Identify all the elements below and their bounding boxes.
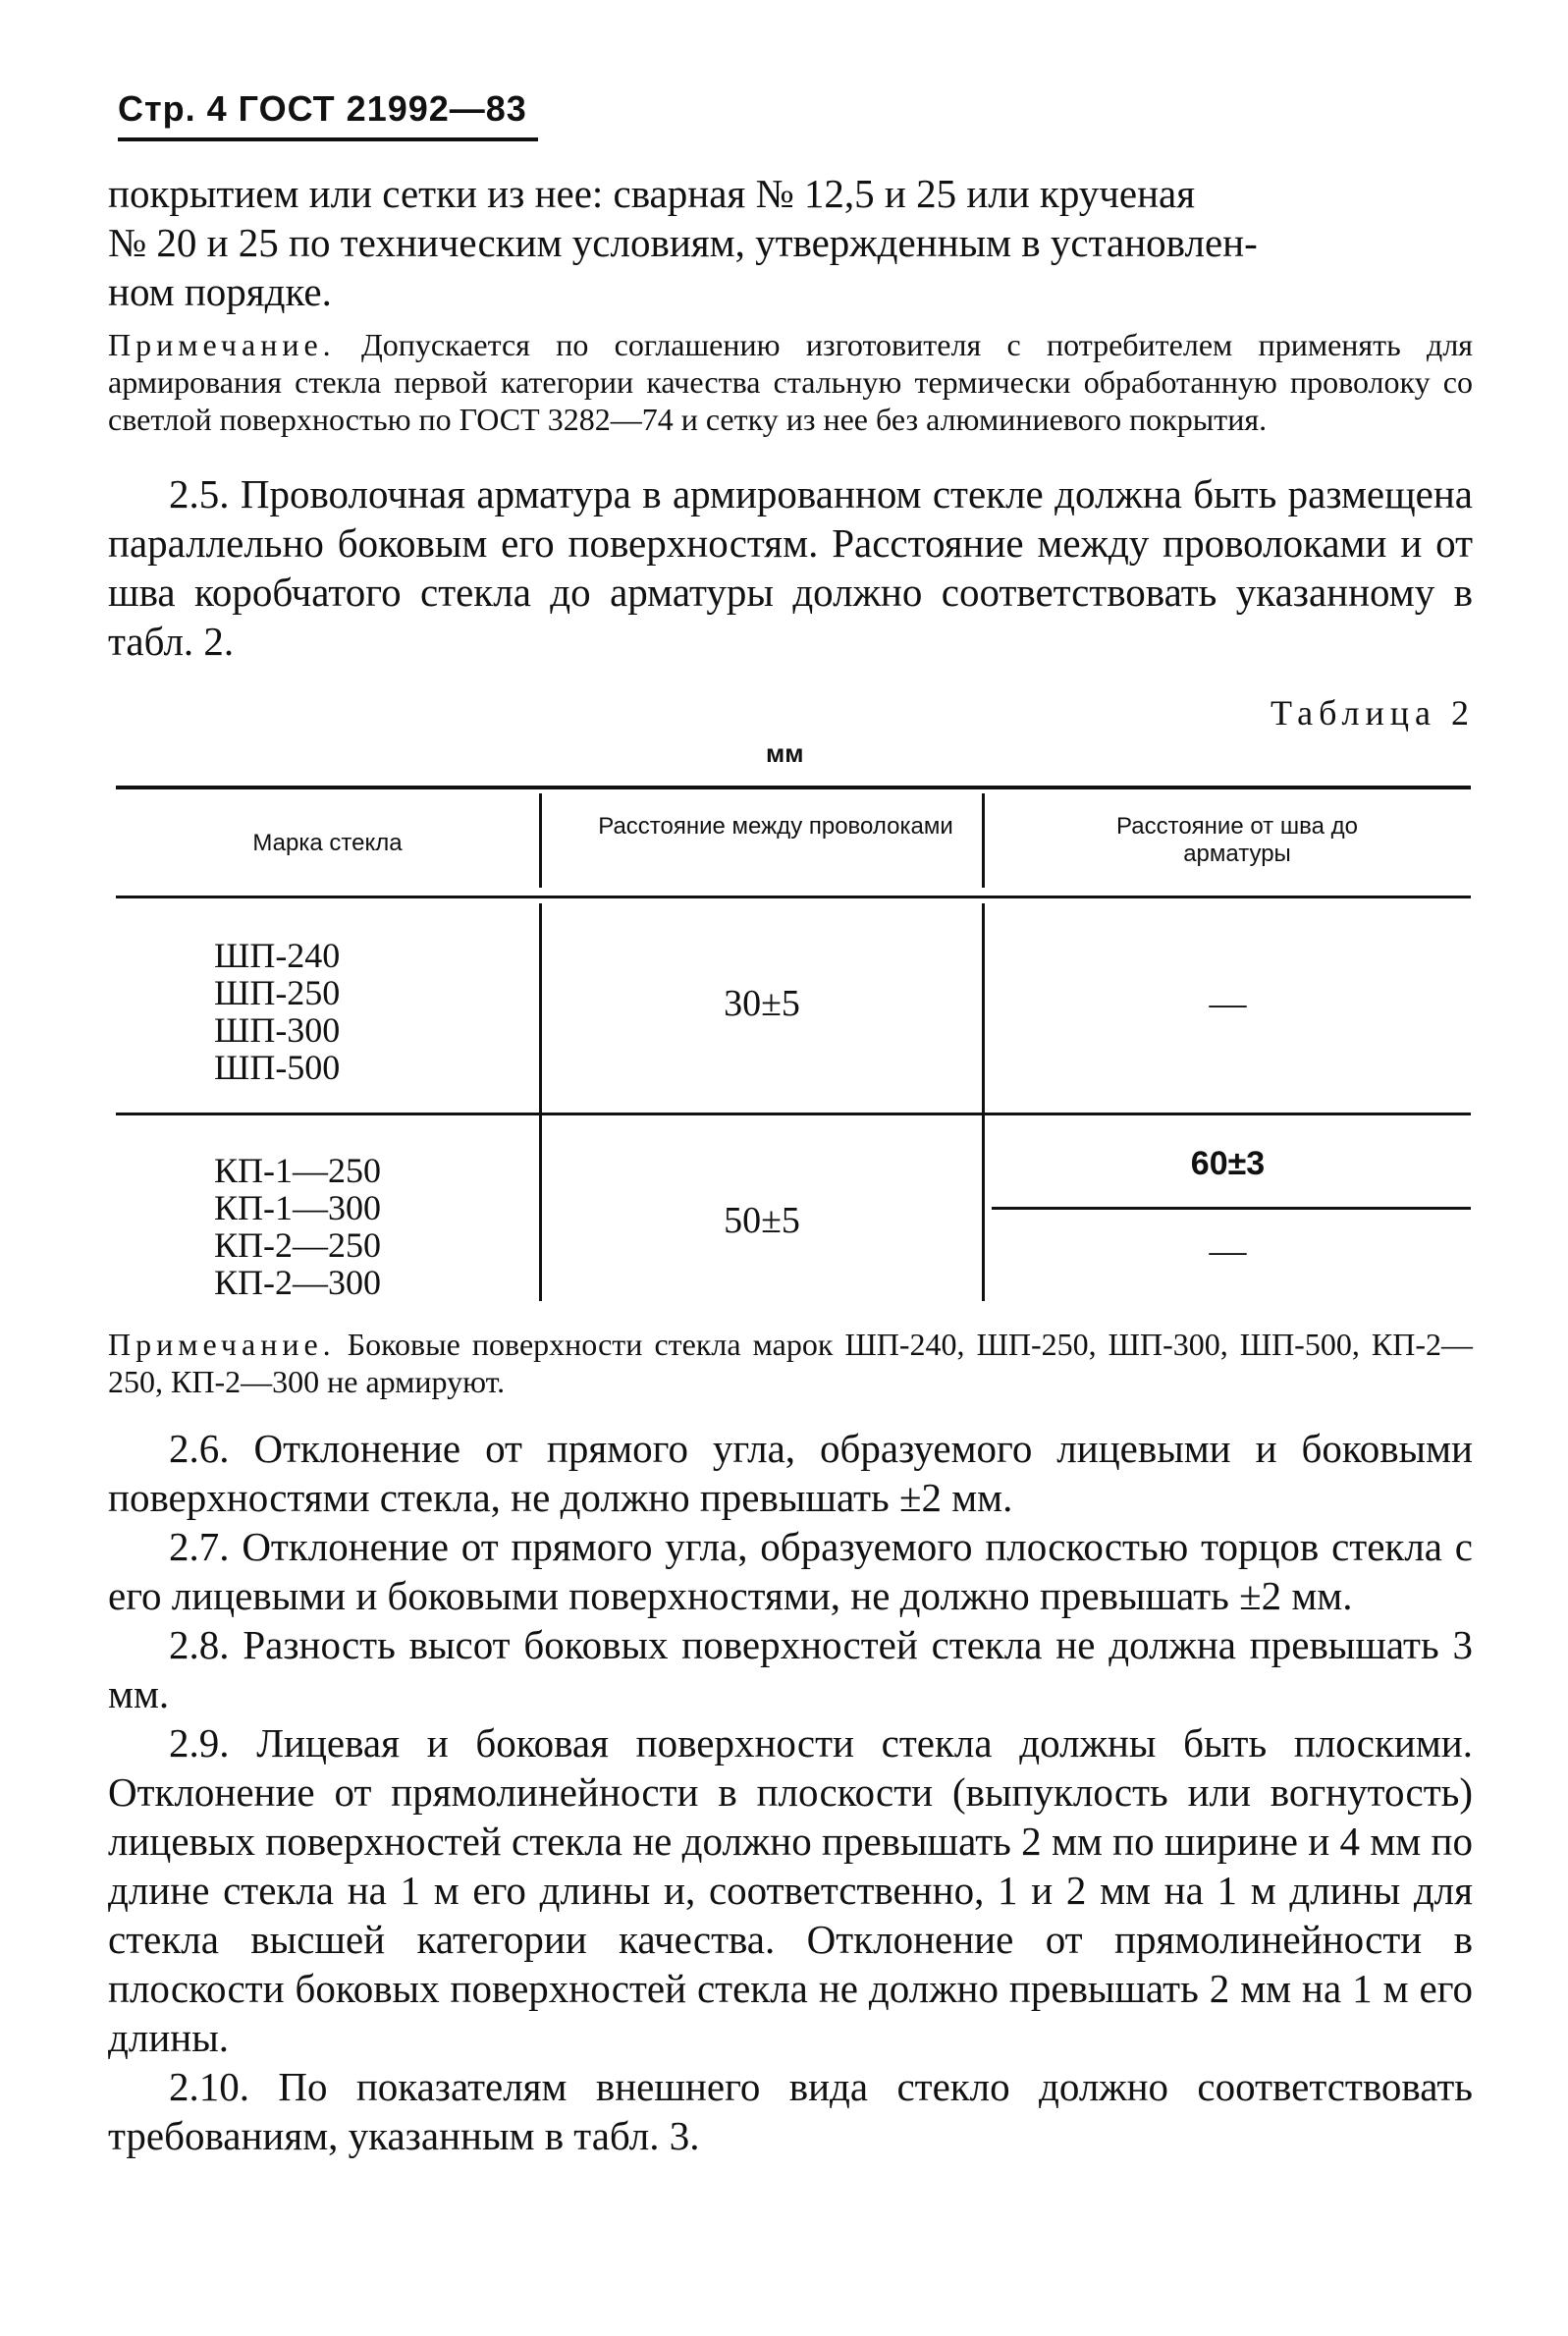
note-1 — [108, 326, 1473, 438]
glass-mark: ШП-250 — [214, 973, 341, 1012]
glass-mark: ШП-500 — [214, 1048, 341, 1087]
paragraph-2-6: 2.6. Отклонение от прямого угла, образуемого лицевыми и боковыми поверхностями стекла, не должно превышать ±2 мм. — [108, 1426, 1473, 1520]
table-cell-seam-group-2-bottom: — — [1209, 1230, 1247, 1272]
paragraph-2-8: 2.8. Разность высот боковых поверхностей стекла не должна превышать 3 мм. — [108, 1622, 1473, 1716]
paragraph-2-5 — [108, 469, 1473, 666]
table-cell-rule — [992, 1207, 1471, 1210]
table-col-divider — [539, 793, 542, 888]
note-2-label: Примечание. — [108, 1327, 336, 1362]
intro-line: № 20 и 25 по техническим условиям, утвержденным в установлен- — [108, 220, 1258, 265]
table-header-seam: Расстояние от шва до арматуры — [1116, 813, 1358, 867]
glass-mark: КП-1—300 — [214, 1188, 381, 1227]
paragraph-2-9: 2.9. Лицевая и боковая поверхности стекла должны быть плоскими. Отклонение от прямолинейности в плоскости (выпуклость или вогнутость) лицевых поверхностей стекла не должно превышать 2 мм по ширине и 4 мм по длине стекла на 1 м его длины и, соответственно, 1 и 2 мм на 1 м длины для стекла высшей категории качества. Отклонение от прямолинейности в плоскости боковых поверхностей стекла не должно превышать 2 мм на 1 м его длины. — [108, 1720, 1473, 2060]
paragraph-2-5-text: 2.5. Проволочная арматура в армированном стекле должна быть размещена параллельно боковым его поверхностям. Расстояние между проволоками и от шва коробчатого стекла до арматуры должно соответствовать указанному в табл. 2. — [108, 471, 1473, 664]
glass-mark: КП-2—300 — [214, 1263, 381, 1302]
table-cell-marks-group-1 — [214, 937, 340, 1086]
intro-line: ном порядке. — [108, 269, 332, 314]
intro-line: покрытием или сетки из нее: сварная № 12,5 и 25 или крученая — [108, 171, 1196, 216]
table-cell-marks-group-2 — [214, 1152, 381, 1301]
table-caption: Таблица 2 — [1271, 693, 1475, 733]
glass-mark: КП-1—250 — [214, 1151, 381, 1190]
glass-mark: КП-2—250 — [214, 1225, 381, 1265]
body-paragraphs — [108, 1424, 1473, 2160]
table-header-distance: Расстояние между проволоками — [598, 813, 953, 840]
table-header-rule — [116, 896, 1471, 898]
intro-text — [108, 169, 1473, 316]
table-header-mark: Марка стекла — [252, 830, 403, 856]
glass-mark: ШП-300 — [214, 1010, 341, 1050]
glass-mark: ШП-240 — [214, 936, 341, 975]
table-cell-seam-group-2-top: 60±3 — [1190, 1145, 1266, 1182]
table-cell-distance-group-2: 50±5 — [724, 1200, 800, 1241]
page-header: Стр. 4 ГОСТ 21992—83 — [118, 88, 527, 129]
paragraph-2-7: 2.7. Отклонение от прямого угла, образуемого плоскостью торцов стекла с его лицевыми и боковыми поверхностями, не должно превышать ±2 мм. — [108, 1524, 1473, 1618]
note-1-label: Примечание. — [108, 327, 336, 362]
table-top-rule — [116, 786, 1471, 789]
table-cell-seam-group-1: — — [1209, 983, 1247, 1024]
note-2 — [108, 1326, 1473, 1400]
note-2-text: Боковые поверхности стекла марок ШП-240, ШП-250, ШП-300, ШП-500, КП-2—250, КП-2—300 не армируют. — [108, 1327, 1474, 1399]
paragraph-2-10: 2.10. По показателям внешнего вида стекло должно соответствовать требованиям, указанным в табл. 3. — [108, 2064, 1473, 2158]
header-rule — [118, 137, 538, 141]
note-1-text: Допускается по соглашению изготовителя с потребителем применять для армирования стекла первой категории качества стальную термически обработанную проволоку со светлой поверхностью по ГОСТ 3282—74 и сетку из нее без алюминиевого покрытия. — [108, 327, 1473, 437]
table-group-rule — [116, 1113, 1471, 1115]
table-cell-distance-group-1: 30±5 — [724, 983, 800, 1024]
table-unit: мм — [766, 738, 804, 768]
table-col-divider — [982, 793, 985, 888]
